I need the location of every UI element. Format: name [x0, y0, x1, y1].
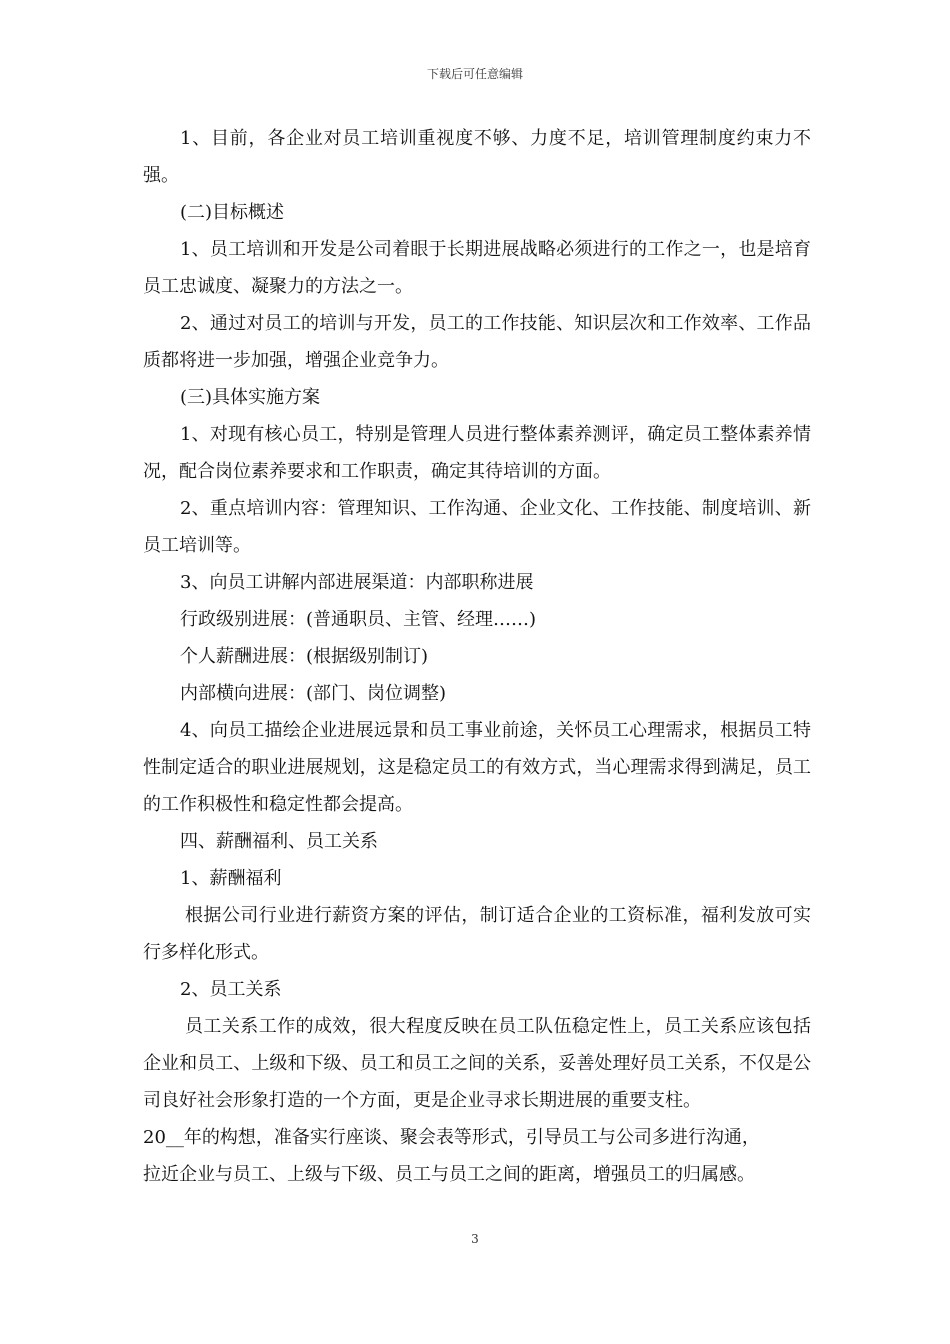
- paragraph-annual-plan: 20__年的构想，准备实行座谈、聚会表等形式，引导员工与公司多进行沟通，: [143, 1127, 760, 1148]
- paragraph-goal-2: 2、通过对员工的培训与开发，员工的工作技能、知识层次和工作效率、工作品质都将进一步加强，增强企业竞争力。: [143, 313, 811, 371]
- paragraph-current-issue: 1、目前，各企业对员工培训重视度不够、力度不足，培训管理制度约束力不强。: [143, 128, 811, 186]
- paragraph-plan-4: 4、向员工描绘企业进展远景和员工事业前途，关怀员工心理需求，根据员工特性制定适合的职业进展规划，这是稳定员工的有效方式，当心理需求得到满足，员工的工作积极性和稳定性都会提高。: [143, 720, 811, 815]
- document-body: [143, 120, 811, 1193]
- paragraph-plan-1: 1、对现有核心员工，特别是管理人员进行整体素养测评，确定员工整体素养情况，配合岗位素养要求和工作职责，确定其待培训的方面。: [143, 424, 811, 482]
- paragraph-admin-level: 行政级别进展：(普通职员、主管、经理……): [180, 609, 537, 630]
- paragraph-compensation: 根据公司行业进行薪资方案的评估，制订适合企业的工资标准，福利发放可实行多样化形式。: [143, 905, 811, 963]
- paragraph-annual-plan-continued: 拉近企业与员工、上级与下级、员工与员工之间的距离，增强员工的归属感。: [143, 1164, 755, 1185]
- page-number: 3: [471, 1232, 479, 1246]
- section-heading-goal-overview: (二)目标概述: [180, 202, 285, 223]
- page-header: 下载后可任意编辑: [426, 67, 523, 81]
- section-heading-implementation-plan: (三)具体实施方案: [180, 387, 321, 408]
- paragraph-goal-1: 1、员工培训和开发是公司着眼于长期进展战略必须进行的工作之一，也是培育员工忠诚度、凝聚力的方法之一。: [143, 239, 811, 297]
- paragraph-lateral-progress: 内部横向进展：(部门、岗位调整): [180, 683, 447, 704]
- subheading-employee-relations: 2、员工关系: [180, 979, 282, 1000]
- paragraph-plan-2: 2、重点培训内容：管理知识、工作沟通、企业文化、工作技能、制度培训、新员工培训等。: [143, 498, 811, 556]
- subheading-compensation: 1、薪酬福利: [180, 868, 282, 889]
- paragraph-employee-relations: 员工关系工作的成效，很大程度反映在员工队伍稳定性上，员工关系应该包括企业和员工、上级和下级、员工和员工之间的关系，妥善处理好员工关系，不仅是公司良好社会形象打造的一个方面，更是企业寻求长期进展的重要支柱。: [143, 1016, 811, 1111]
- paragraph-plan-3: 3、向员工讲解内部进展渠道：内部职称进展: [180, 572, 534, 593]
- section-heading-compensation-relations: 四、薪酬福利、员工关系: [180, 831, 378, 852]
- paragraph-salary-progress: 个人薪酬进展：(根据级别制订): [180, 646, 429, 667]
